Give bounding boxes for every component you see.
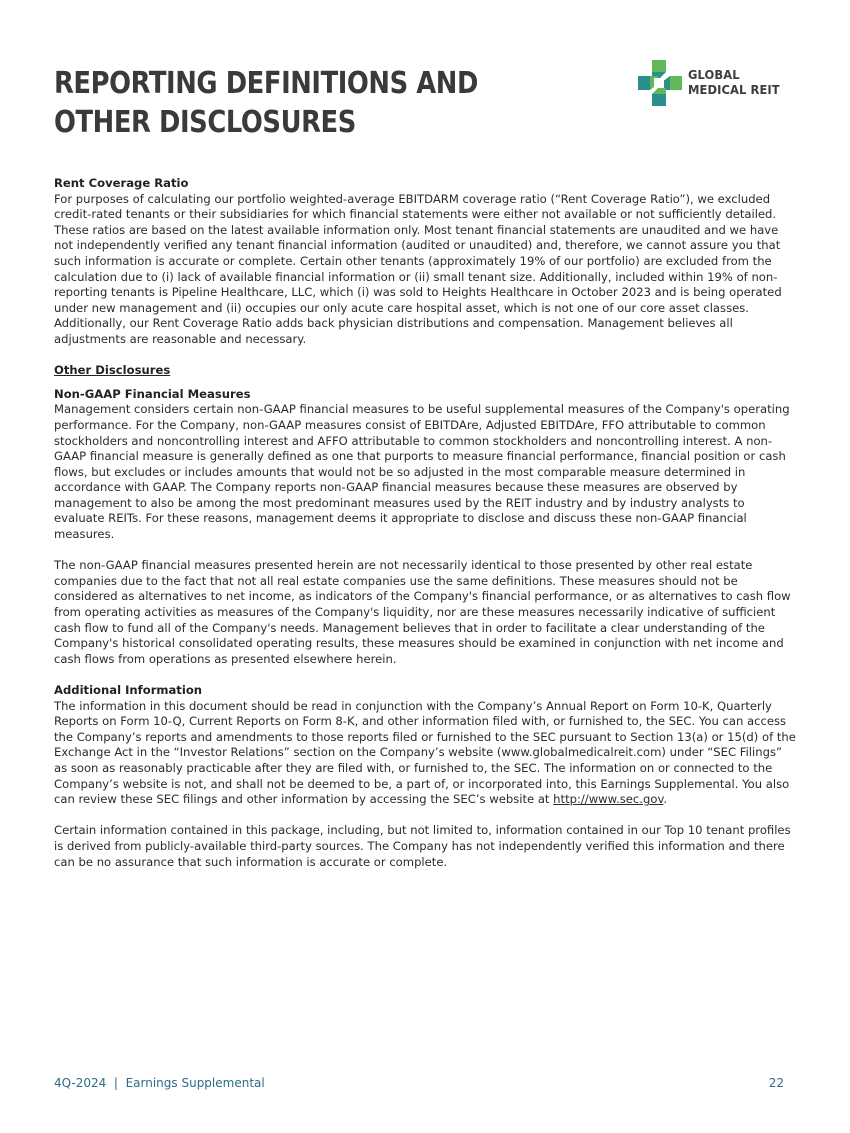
sentence-end: . (663, 792, 668, 807)
additional-information-paragraph-2: Certain information contained in this package, including, but not limited to, information contained in our Top 10 tenant profiles is derived from publicly-available third-party sources. The Company has not independently verified this information and there can be no assurance that such information is accurate or complete. (54, 823, 791, 869)
footer-page-number: 22 (768, 1076, 784, 1090)
footer-document-label: 4Q-2024 | Earnings Supplemental (54, 1076, 265, 1090)
other-disclosures-heading: Other Disclosures (54, 363, 171, 378)
non-gaap-paragraph-2: The non-GAAP financial measures presented herein are not necessarily identical to those presented by other real estate companies due to the fact that not all real estate companies use the same definitions. These measures should not be considered as alternatives to net income, as indicators of the Company's financial performance, or as alternatives to cash flow from operating activities as measures of the Company's liquidity, nor are these measures necessarily indicative of sufficient cash flow to fund all of the Company's needs. Management believes that in order to facilitate a clear understanding of the Company's historical consolidated operating results, these measures should be examined in conjunction with net income and cash flows from operations as presented elsewhere herein. (54, 558, 791, 666)
disclosures-content (54, 176, 796, 870)
cross-logo-icon (636, 58, 684, 108)
rent-coverage-body: For purposes of calculating our portfolio weighted-average EBITDARM coverage ratio (“Rent Coverage Ratio”), we excluded credit-rated tenants or their subsidiaries for which financial statements were either not available or not sufficiently detailed. These ratios are based on the latest available information only. Most tenant financial statements are unaudited and we have not independently verified any tenant financial information (audited or unaudited) and, therefore, we cannot assure you that such information is accurate or complete. Certain other tenants (approximately 19% of our portfolio) are excluded from the calculation due to (i) lack of available financial information or (ii) small tenant size. Additionally, included within 19% of non-reporting tenants is Pipeline Healthcare, LLC, which (i) was sold to Heights Healthcare in October 2023 and is being operated under new management and (ii) occupies our only acute care hospital asset, which is not one of our core asset classes. Additionally, our Rent Coverage Ratio adds back physician distributions and compensation. Management believes all adjustments are reasonable and necessary. (54, 191, 782, 346)
spacer (54, 348, 796, 364)
sec-website-link[interactable]: http://www.sec.gov (553, 792, 664, 807)
page-title (54, 64, 478, 142)
spacer (54, 379, 796, 387)
logo-text-line-2: MEDICAL REIT (688, 82, 780, 97)
page-title-line-2: OTHER DISCLOSURES (54, 105, 356, 140)
company-logo (636, 58, 796, 108)
page-title-line-1: REPORTING DEFINITIONS AND (54, 66, 478, 101)
additional-information-heading: Additional Information (54, 683, 203, 697)
additional-information-text: The information in this document should be read in conjunction with the Company’s Annual Report on Form 10-K, Quarterly Reports on Form 10-Q, Current Reports on Form 8-K, and other information filed with, or furnished to, the SEC. You can access the Company’s reports and amendments to those reports filed or furnished to the SEC pursuant to Section 13(a) or 15(d) of the Exchange Act in the “Investor Relations” section on the Company’s website (www.globalmedicalreit.com) under “SEC Filings” as soon as reasonably practicable after they are filed with, or furnished to, the SEC. The information on or connected to the Company’s website is not, and shall not be deemed to be, a part of, or incorporated into, this Earnings Supplemental. You also can review these SEC filings and other information by accessing the SEC’s website at (54, 698, 796, 807)
logo-text-line-1: GLOBAL (688, 67, 740, 82)
non-gaap-heading: Non-GAAP Financial Measures (54, 386, 251, 401)
spacer (54, 543, 796, 559)
spacer (54, 808, 796, 824)
non-gaap-paragraph-1: Management considers certain non-GAAP financial measures to be useful supplemental measures of the Company's operating performance. For the Company, non-GAAP measures consist of EBITDAre, Adjusted EBITDAre, FFO attributable to common stockholders and noncontrolling interest and AFFO attributable to common stockholders and noncontrolling interest. A non-GAAP financial measure is generally defined as one that purports to measure financial performance, financial position or cash flows, but excludes or includes amounts that would not be so adjusted in the most comparable measure determined in accordance with GAAP. The Company reports non-GAAP financial measures because these measures are observed by management to also be among the most predominant measures used by the REIT industry and by industry analysts to evaluate REITs. For these reasons, management deems it appropriate to disclose and discuss these non-GAAP financial measures. (54, 402, 790, 542)
logo-text (688, 67, 780, 97)
rent-coverage-heading: Rent Coverage Ratio (54, 176, 189, 190)
spacer (54, 667, 796, 683)
additional-information-paragraph-1 (54, 699, 796, 808)
